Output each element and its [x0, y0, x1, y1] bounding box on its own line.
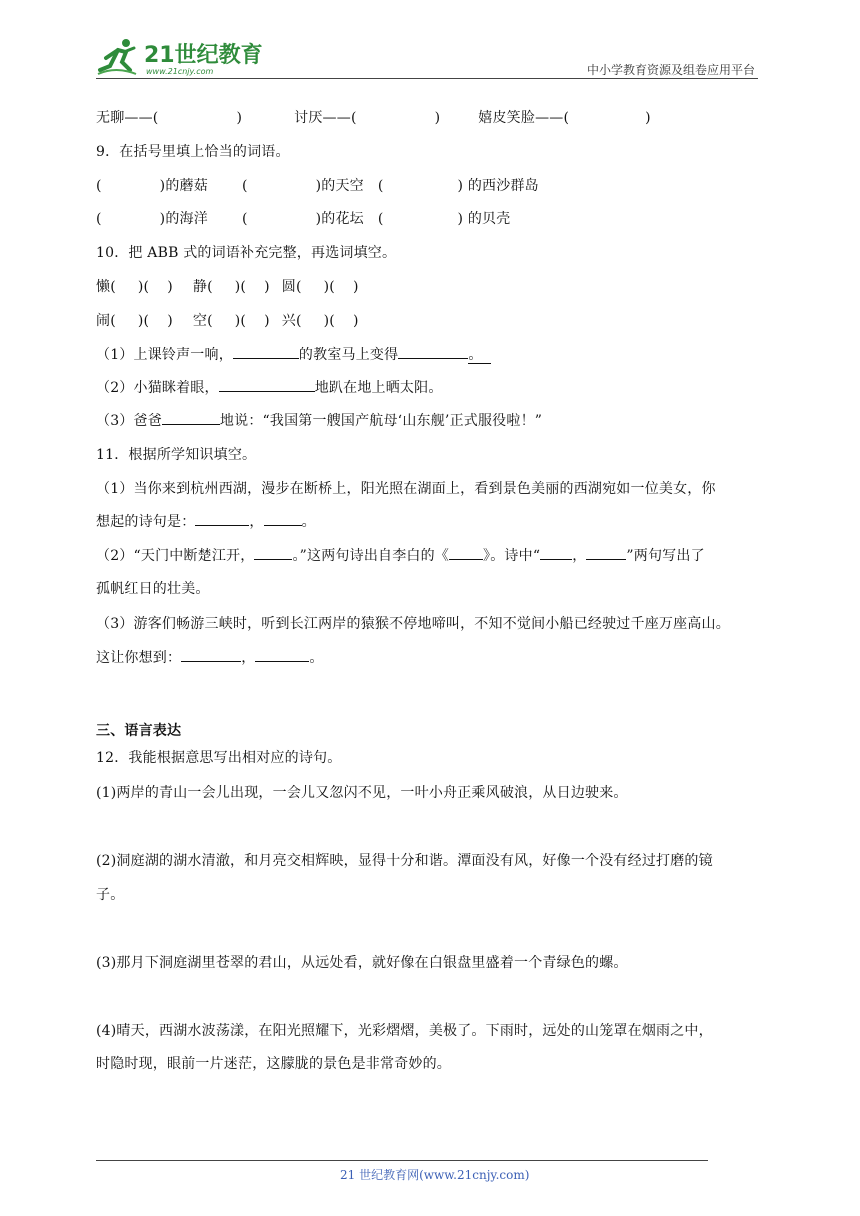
answer-blank: [540, 547, 572, 560]
q12-item-3: (3)那月下洞庭湖里苍翠的君山，从远处看，就好像在白银盘里盛着一个青绿色的螺。: [96, 955, 628, 971]
answer-blank: [449, 547, 483, 560]
answer-blank: [255, 649, 309, 662]
q12-item-2-line-1: (2)洞庭湖的湖水清澈，和月亮交相辉映，显得十分和谐。潭面没有风，好像一个没有经过打磨的镜: [96, 853, 713, 869]
header-platform-text: 中小学教育资源及组卷应用平台: [586, 63, 755, 77]
q9-row-1: ( )的蘑菇 ( )的天空 ( ) 的西沙群岛: [96, 178, 539, 194]
q8-row: 无聊——( ) 讨厌——( ) 嬉皮笑脸——( ): [96, 110, 651, 126]
answer-blank: [398, 346, 468, 359]
q10-row-1: 懒( )( ) 静( )( ) 圆( )( ): [96, 279, 359, 295]
answer-blank: [264, 513, 302, 526]
logo: [96, 36, 266, 80]
q10-sentence-1: （1）上课铃声一响， 的教室马上变得 。: [96, 344, 491, 364]
q11-part-1-line-2: 想起的诗句是： ， 。: [96, 514, 316, 530]
q11-part-1-line-1: （1）当你来到杭州西湖，漫步在断桥上，阳光照在湖面上，看到景色美丽的西湖宛如一位美女，你: [96, 481, 716, 497]
q11-part-3-line-2: 这让你想到： ， 。: [96, 650, 324, 666]
answer-blank: [181, 649, 241, 662]
q10-sentence-3: （3）爸爸 地说：“我国第一艘国产航母‘山东舰’正式服役啦！”: [96, 413, 543, 429]
runner-icon: [98, 39, 136, 74]
footer-divider: [96, 1160, 708, 1161]
q11-part-2-line-1: （2）“天门中断楚江开， 。”这两句诗出自李白的《 》。诗中“ ， ”两句写出了: [96, 548, 705, 564]
q11-part-2-line-2: 孤帆红日的壮美。: [96, 581, 210, 597]
section-title: 三、语言表达: [96, 723, 182, 739]
logo-title: 21世纪教育: [144, 43, 263, 68]
q10-row-2: 闹( )( ) 空( )( ) 兴( )( ): [96, 313, 359, 329]
q8-item-c: 嬉皮笑脸——(: [478, 110, 570, 126]
q10-sentence-2: （2）小猫眯着眼， 地趴在地上晒太阳。: [96, 380, 443, 396]
answer-blank: [233, 346, 299, 359]
q8-item-b: 讨厌——(: [294, 110, 357, 126]
q11-part-3-line-1: （3）游客们畅游三峡时，听到长江两岸的猿猴不停地啼叫，不知不觉间小船已经驶过千座万座高山。: [96, 616, 730, 632]
q12-item-2-line-2: 子。: [96, 887, 125, 903]
q12-title: 12．我能根据意思写出相对应的诗句。: [96, 750, 342, 766]
answer-blank: [219, 379, 315, 392]
q8-item-a: 无聊——(: [96, 110, 159, 126]
answer-blank: [162, 412, 220, 425]
q9-row-2: ( )的海洋 ( )的花坛 ( ) 的贝壳: [96, 211, 511, 227]
header-divider: [96, 78, 758, 79]
q10-title: 10．把 ABB 式的词语补充完整，再选词填空。: [96, 245, 397, 261]
answer-blank: [195, 513, 249, 526]
q11-title: 11．根据所学知识填空。: [96, 447, 257, 463]
q9-title: 9．在括号里填上恰当的词语。: [96, 144, 290, 160]
answer-blank: [254, 547, 292, 560]
footer-link[interactable]: 21 世纪教育网(www.21cnjy.com): [340, 1168, 530, 1182]
q12-item-4-line-1: (4)晴天，西湖水波荡漾，在阳光照耀下，光彩熠熠，美极了。下雨时，远处的山笼罩在烟雨之中，: [96, 1023, 713, 1039]
q12-item-4-line-2: 时隐时现，眼前一片迷茫，这朦胧的景色是非常奇妙的。: [96, 1056, 451, 1072]
answer-blank: [586, 547, 626, 560]
logo-url: www.21cnjy.com: [146, 67, 214, 76]
q12-item-1: (1)两岸的青山一会儿出现，一会儿又忽闪不见，一叶小舟正乘风破浪，从日边驶来。: [96, 785, 628, 801]
